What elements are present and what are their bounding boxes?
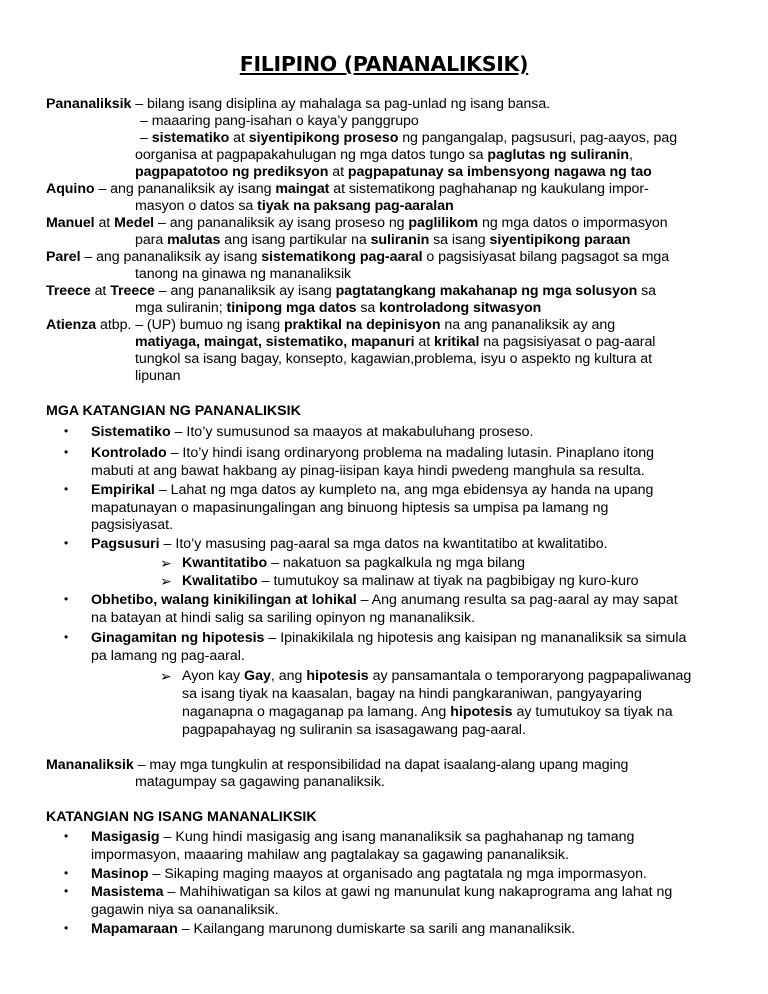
def-line: masyon o datos sa tiyak na paksang pag-aaralan [135,198,454,214]
arrow-bullet-icon: ➢ [160,573,172,589]
list-item: Masigasig – Kung hindi masigasig ang isang mananaliksik sa paghahanap ng tamang [91,829,635,845]
def-line: – sistematiko at siyentipikong proseso ng pangangalap, pagsusuri, pag-aayos, pag [140,130,678,146]
def-line: mga suliranin; tinipong mga datos sa kontroladong sitwasyon [135,300,542,316]
list-item-cont: pa lamang ng pag-aaral. [91,648,245,664]
sub-list-item: Ayon kay Gay, ang hipotesis ay pansamantala o temporaryong pagpapaliwanag [182,668,692,684]
bullet-icon: • [64,592,69,606]
list-item-cont: impormasyon, maaaring mahilaw ang pagtalakay sa gagawing pananaliksik. [91,847,569,863]
list-item-cont: mapatunayan o mapasinungalingan ang binuong hiptesis sa umpisa pa lamang ng [91,500,609,516]
bullet-icon: • [64,829,69,843]
bullet-icon: • [64,921,69,935]
def-line: pagpapatotoo ng prediksyon at pagpapatunay sa imbensyong nagawa ng tao [135,164,652,180]
sub-list-item-cont: naganapna o magaganap pa lamang. Ang hipotesis ay tumutukoy sa tiyak na [182,704,673,720]
def-line: matiyaga, maingat, sistematiko, mapanuri at kritikal na pagsisiyasat o pag-aaral [135,334,656,350]
def-manuel-medel: Manuel at Medel – ang pananaliksik ay isang proseso ng paglilikom ng mga datos o impormasyon [46,215,668,231]
page-title: FILIPINO (PANANALIKSIK) [239,52,529,76]
sub-list-item: Kwantitatibo – nakatuon sa pagkalkula ng mga bilang [182,555,526,571]
def-line: lipunan [135,368,181,384]
def-pananaliksik: Pananaliksik – bilang isang disiplina ay mahalaga sa pag-unlad ng isang bansa. [46,96,551,112]
def-aquino: Aquino – ang pananaliksik ay isang maingat at sistematikong paghahanap ng kaukulang impor- [46,181,649,197]
def-line: tanong na ginawa ng mananaliksik [135,266,352,282]
list-item-cont: mabuti at ang bawat hakbang ay pinag-iisipan kaya hindi pwedeng manghula sa resulta. [91,463,645,479]
def-mananaliksik: Mananaliksik – may mga tungkulin at responsibilidad na dapat isaalang-alang upang maging [46,757,629,773]
list-item: Kontrolado – Ito’y hindi isang ordinaryong problema na madaling lutasin. Pinaplano itong [91,445,655,461]
def-atienza: Atienza atbp. – (UP) bumuo ng isang praktikal na depinisyon na ang pananaliksik ay ang [46,317,616,333]
bullet-icon: • [64,424,69,438]
def-line: matagumpay sa gagawing pananaliksik. [135,774,385,790]
list-item: Pagsusuri – Ito’y masusing pag-aaral sa mga datos na kwantitatibo at kwalitatibo. [91,536,608,552]
bullet-icon: • [64,884,69,898]
def-line: para malutas ang isang partikular na suliranin sa isang siyentipikong paraan [135,232,631,248]
bullet-icon: • [64,630,69,644]
def-line: tungkol sa isang bagay, konsepto, kagawian,problema, isyu o aspekto ng kultura at [135,351,653,367]
section-heading-katangian-pananaliksik: MGA KATANGIAN NG PANANALIKSIK [46,403,301,419]
list-item: Mapamaraan – Kailangang marunong dumiskarte sa sarili ang mananaliksik. [91,921,576,937]
sub-list-item-cont: sa isang tiyak na kaasalan, bagay na hindi pangkaraniwan, pangyayaring [182,686,642,702]
list-item: Masistema – Mahihiwatigan sa kilos at gawi ng manunulat kung nakaprograma ang lahat ng [91,884,673,900]
bullet-icon: • [64,866,69,880]
arrow-bullet-icon: ➢ [160,555,172,571]
list-item: Masinop – Sikaping maging maayos at organisado ang pagtatala ng mga impormasyon. [91,866,647,882]
list-item: Sistematiko – Ito’y sumusunod sa maayos at makabuluhang proseso. [91,424,534,440]
list-item-cont: na batayan at hindi salig sa sariling opinyon ng mananaliksik. [91,610,476,626]
bullet-icon: • [64,445,69,459]
list-item-cont: pagsisiyasat. [91,517,174,533]
list-item: Empirikal – Lahat ng mga datos ay kumpleto na, ang mga ebidensya ay handa na upang [91,482,654,498]
bullet-icon: • [64,536,69,550]
list-item: Ginagamitan ng hipotesis – Ipinakikilala ng hipotesis ang kaisipan ng mananaliksik sa simula [91,630,687,646]
section-heading-katangian-mananaliksik: KATANGIAN NG ISANG MANANALIKSIK [46,809,317,825]
def-line: – maaaring pang-isahan o kaya’y panggrupo [140,113,419,129]
def-treece: Treece at Treece – ang pananaliksik ay isang pagtatangkang makahanap ng mga solusyon sa [46,283,656,299]
list-item: Obhetibo, walang kinikilingan at lohikal – Ang anumang resulta sa pag-aaral ay may sapat [91,592,678,608]
def-line: oorganisa at pagpapakahulugan ng mga datos tungo sa paglutas ng suliranin, [135,147,633,163]
def-parel: Parel – ang pananaliksik ay isang sistematikong pag-aaral o pagsisiyasat bilang pagsagot sa mga [46,249,670,265]
arrow-bullet-icon: ➢ [160,668,172,684]
sub-list-item: Kwalitatibo – tumutukoy sa malinaw at tiyak na pagbibigay ng kuro-kuro [182,573,639,589]
bullet-icon: • [64,482,69,496]
list-item-cont: gagawin niya sa oananaliksik. [91,902,279,918]
sub-list-item-cont: pagpapahayag ng suliranin sa isasagawang pag-aaral. [182,722,526,738]
